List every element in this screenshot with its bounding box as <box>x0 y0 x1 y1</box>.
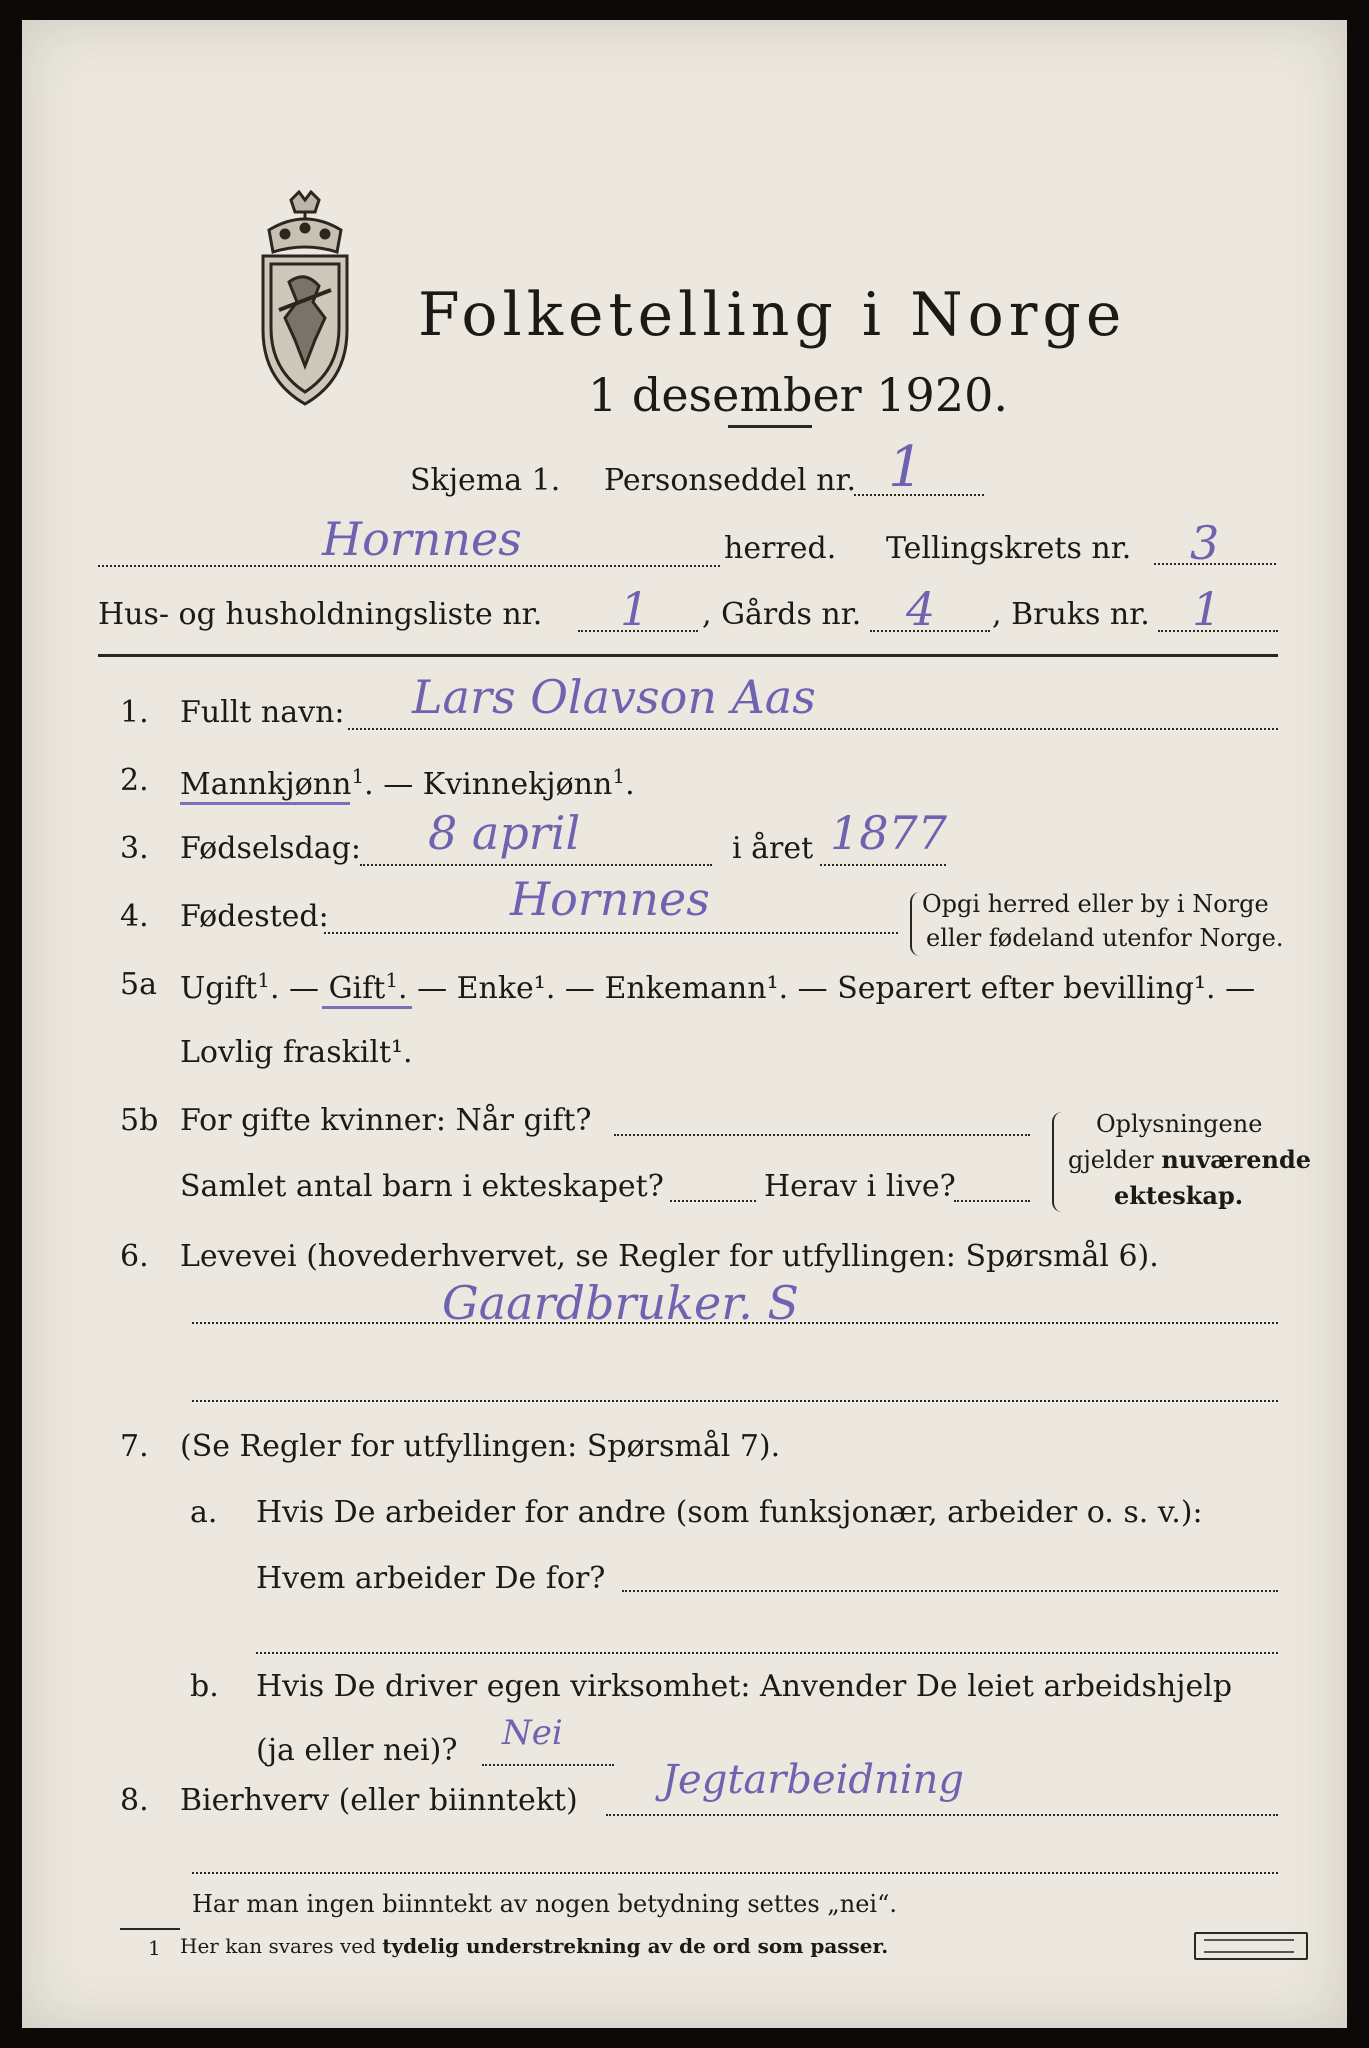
q5b-children-label: Samlet antal barn i ekteskapet? <box>180 1169 664 1204</box>
q5b-note-line3: ekteskap. <box>1114 1181 1244 1210</box>
footnote-text-b: tydelig understrekning av de ord som passer. <box>382 1934 889 1958</box>
side-income-field[interactable] <box>606 1814 1278 1816</box>
birthplace-value: Hornnes <box>510 872 710 926</box>
birth-year-value: 1877 <box>830 806 948 860</box>
q1-label: Fullt navn: <box>180 695 345 730</box>
form-title: Folketelling i Norge <box>418 280 1127 350</box>
q4-label: Fødested: <box>180 899 329 934</box>
personseddel-label: Personseddel nr. <box>604 463 857 498</box>
occupation-value: Gaardbruker. S <box>442 1276 799 1330</box>
q5b-number: 5b <box>120 1103 159 1138</box>
tellingskrets-label: Tellingskrets nr. <box>886 531 1132 566</box>
herred-value: Hornnes <box>322 512 522 566</box>
q4-number: 4. <box>120 899 149 934</box>
q7b-letter: b. <box>190 1669 219 1704</box>
no-income-note: Har man ingen biinntekt av nogen betydning settes „nei“. <box>192 1890 897 1918</box>
occupation-field-line1[interactable] <box>192 1322 1278 1324</box>
footnote-text-a: Her kan svares ved <box>180 1934 383 1958</box>
ugift-option[interactable]: Ugift <box>180 971 258 1006</box>
married-when-field[interactable] <box>614 1134 1030 1136</box>
q3-year-label: i året <box>732 831 814 866</box>
q5a-remaining-options[interactable]: . — Enke¹. — Enkemann¹. — Separert efter bevilling¹. — <box>398 971 1256 1006</box>
gift-underline <box>322 1006 412 1009</box>
q5a-sep: . — <box>269 971 329 1006</box>
q2-number: 2. <box>120 763 149 798</box>
husholdningsliste-label: Hus- og husholdningsliste nr. <box>98 597 543 632</box>
q2-end: . <box>625 767 635 802</box>
q5b-note-line2 <box>1068 1145 1312 1174</box>
children-total-field[interactable] <box>670 1200 756 1202</box>
q5a-number: 5a <box>120 967 157 1002</box>
q7b-line1: Hvis De driver egen virksomhet: Anvender De leiet arbeidshjelp <box>256 1669 1233 1704</box>
bruks-value: 1 <box>1192 582 1222 636</box>
q6-number: 6. <box>120 1239 149 1274</box>
q7a-letter: a. <box>190 1495 218 1530</box>
q5b-brace <box>1052 1112 1066 1212</box>
q5b-note-line2-b: nuværende <box>1161 1145 1312 1174</box>
q6-label: Levevei (hovederhvervet, se Regler for utfyllingen: Spørsmål 6). <box>180 1239 1159 1274</box>
mannkjonn-option[interactable]: Mannkjønn <box>180 767 352 802</box>
birthday-value: 8 april <box>428 806 581 860</box>
printer-stamp <box>1194 1932 1308 1960</box>
bruks-label: , Bruks nr. <box>992 597 1150 632</box>
q7a-line2: Hvem arbeider De for? <box>256 1561 606 1596</box>
birthday-field[interactable] <box>360 864 712 866</box>
q3-label: Fødselsdag: <box>180 831 361 866</box>
hired-help-value: Nei <box>502 1713 563 1753</box>
birth-year-field[interactable] <box>820 864 946 866</box>
q8-number: 8. <box>120 1783 149 1818</box>
personseddel-value: 1 <box>888 435 924 500</box>
q7a-line1: Hvis De arbeider for andre (som funksjonær, arbeider o. s. v.): <box>256 1495 1203 1530</box>
employer-field-line1[interactable] <box>622 1590 1278 1592</box>
side-income-field-line2[interactable] <box>192 1872 1278 1874</box>
footnote-text <box>180 1936 888 1956</box>
herred-label: herred. <box>724 531 837 566</box>
header-divider <box>98 654 1278 657</box>
q5b-line1: For gifte kvinner: Når gift? <box>180 1103 592 1138</box>
title-divider <box>728 425 812 428</box>
gift-option[interactable]: Gift <box>328 971 386 1006</box>
q5a-line1: Ugift$^1$. — Gift$^1$. — Enke¹. — Enkemann¹. — Separert efter bevilling¹. — <box>180 968 1256 1006</box>
q8-label: Bierhverv (eller biinntekt) <box>180 1783 578 1818</box>
q1-number: 1. <box>120 695 149 730</box>
q5b-note-line2-a: gjelder <box>1068 1146 1162 1174</box>
q5b-alive-label: Herav i live? <box>764 1169 956 1204</box>
q7-label: (Se Regler for utfyllingen: Spørsmål 7). <box>180 1429 781 1464</box>
gards-value: 4 <box>906 582 936 636</box>
census-date: 1 desember 1920. <box>588 368 1008 422</box>
census-form <box>22 20 1347 2028</box>
hired-help-field[interactable] <box>482 1764 614 1766</box>
husholdningsliste-value: 1 <box>620 582 650 636</box>
q4-note-line2: eller fødeland utenfor Norge. <box>926 924 1284 952</box>
kvinnekjonn-option[interactable]: Kvinnekjønn <box>422 767 613 802</box>
full-name-field[interactable] <box>348 728 1278 730</box>
q3-number: 3. <box>120 831 149 866</box>
q5b-note-line1: Oplysningene <box>1096 1110 1263 1138</box>
q7b-line2: (ja eller nei)? <box>256 1733 458 1768</box>
children-alive-field[interactable] <box>954 1200 1030 1202</box>
occupation-field-line2[interactable] <box>192 1400 1278 1402</box>
tellingskrets-value: 3 <box>1190 516 1220 570</box>
side-income-value: Jegtarbeidning <box>662 1757 964 1803</box>
footnote-mark: 1 <box>148 1936 161 1960</box>
skjema-label: Skjema 1. <box>410 463 561 498</box>
q7-number: 7. <box>120 1429 149 1464</box>
footnote-divider <box>120 1928 180 1930</box>
gards-label: , Gårds nr. <box>702 597 862 632</box>
q2-options: Mannkjønn$^1$. — Kvinnekjønn$^1$. <box>180 764 635 802</box>
mannkjonn-underline <box>180 802 350 805</box>
q4-note-line1: Opgi herred eller by i Norge <box>922 890 1269 918</box>
coat-of-arms-icon <box>249 190 361 410</box>
q2-separator: . — <box>364 767 423 802</box>
employer-field-line2[interactable] <box>256 1652 1278 1654</box>
birthplace-field[interactable] <box>324 932 898 934</box>
full-name-value: Lars Olavson Aas <box>412 670 816 724</box>
q5a-line2[interactable]: Lovlig fraskilt¹. <box>180 1035 413 1070</box>
